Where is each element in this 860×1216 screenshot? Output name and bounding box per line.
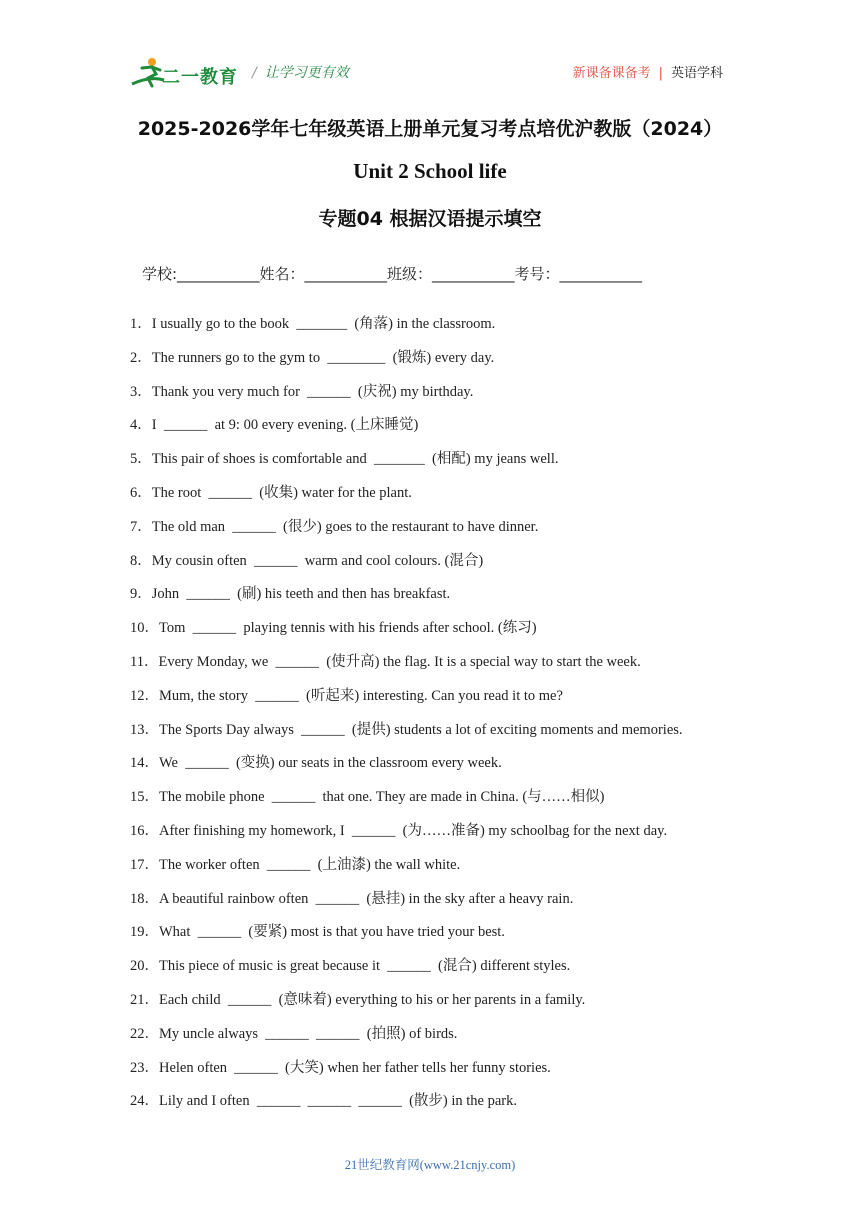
question-item: 5．This pair of shoes is comfortable and _______ (相配) my jeans well.: [130, 451, 559, 468]
student-info-line: 学校:___________姓名：___________班级：___________考号：___________: [142, 265, 643, 283]
question-item: 3．Thank you very much for ______ (庆祝) my birthday.: [130, 383, 474, 400]
question-item: 22．My uncle always ______ ______ (拍照) of birds.: [130, 1025, 458, 1042]
logo-text: 二一教育: [162, 67, 238, 88]
course-tag: 新课备课备考: [572, 66, 651, 81]
topic-title: 专题04 根据汉语提示填空: [318, 208, 542, 230]
subject-tag: 英语学科: [670, 66, 723, 81]
header-tags: [573, 62, 723, 81]
page-footer: 21世纪教育网(www.21cnjy.com): [344, 1158, 516, 1172]
question-item: 9．John ______ (刷) his teeth and then has breakfast.: [130, 586, 451, 603]
question-item: 4．I ______ at 9: 00 every evening. (上床睡觉): [130, 417, 419, 434]
question-item: 20．This piece of music is great because it ______ (混合) different styles.: [130, 958, 571, 975]
slogan: [252, 62, 349, 82]
question-item: 18．A beautiful rainbow often ______ (悬挂) in the sky after a heavy rain.: [130, 890, 574, 907]
page-header: [0, 0, 860, 100]
question-item: 7．The old man ______ (很少) goes to the restaurant to have dinner.: [130, 518, 539, 535]
exam-title: 2025-2026学年七年级英语上册单元复习考点培优沪教版（2024）: [137, 118, 723, 140]
question-item: 8．My cousin often ______ warm and cool colours. (混合): [130, 552, 484, 569]
logo: [130, 54, 250, 92]
slogan-text: 让学习更有效: [264, 65, 349, 81]
tag-separator: |: [658, 66, 663, 81]
question-item: 12．Mum, the story ______ (听起来) interesting. Can you read it to me?: [130, 687, 563, 704]
question-item: 17．The worker often ______ (上油漆) the wall white.: [130, 856, 461, 873]
question-item: 21．Each child ______ (意味着) everything to his or her parents in a family.: [130, 991, 586, 1008]
question-item: 15．The mobile phone ______ that one. They are made in China. (与……相似): [130, 789, 605, 806]
question-item: 6．The root ______ (收集) water for the plant.: [130, 484, 412, 501]
question-item: 2．The runners go to the gym to ________ (锻炼) every day.: [130, 349, 495, 366]
question-item: 23．Helen often ______ (大笑) when her father tells her funny stories.: [130, 1059, 551, 1076]
question-item: 13．The Sports Day always ______ (提供) students a lot of exciting moments and memories.: [130, 721, 683, 738]
question-item: 19．What ______ (要紧) most is that you have tried your best.: [130, 924, 505, 941]
question-item: 24．Lily and I often ______ ______ ______ (散步) in the park.: [130, 1093, 518, 1110]
slash-divider: /: [252, 65, 257, 81]
question-item: 16．After finishing my homework, I ______ (为……准备) my schoolbag for the next day.: [130, 822, 668, 839]
question-item: 10．Tom ______ playing tennis with his friends after school. (练习): [130, 620, 537, 637]
question-item: 11．Every Monday, we ______ (使升高) the flag. It is a special way to start the week.: [130, 653, 641, 670]
question-item: 1．I usually go to the book _______ (角落) in the classroom.: [130, 316, 496, 332]
question-list: [130, 315, 683, 1126]
question-item: 14．We ______ (变换) our seats in the classroom every week.: [130, 755, 502, 772]
unit-title: Unit 2 School life: [353, 159, 507, 183]
